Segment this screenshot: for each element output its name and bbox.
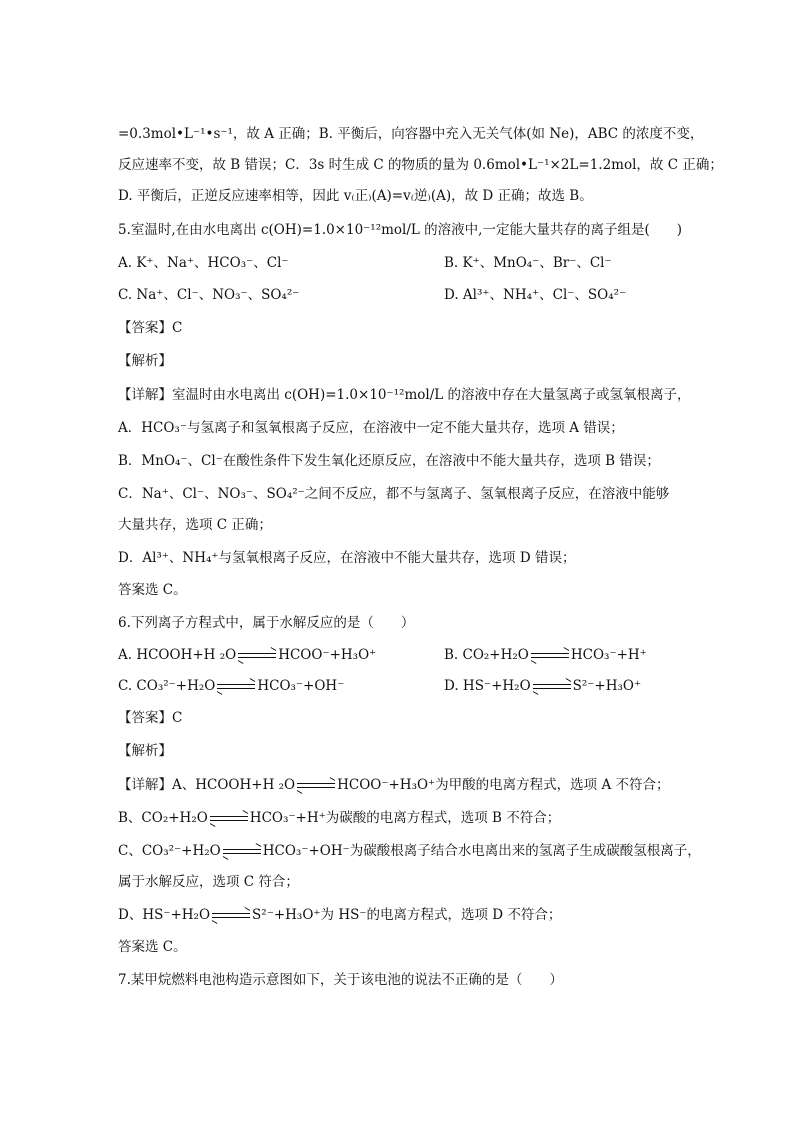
q5-detail-7: 答案选 C。	[118, 582, 187, 598]
q6-option-b-left: B. CO₂+H₂O	[444, 647, 529, 663]
q6-detail-c-left: C、CO₃²⁻+H₂O	[118, 843, 221, 859]
q6-detail-b-left: B、CO₂+H₂O	[118, 810, 208, 826]
q5-detail-6: D．Al³⁺、NH₄⁺与氢氧根离子反应，在溶液中不能大量共存，选项 D 错误；	[118, 550, 576, 566]
q6-option-a	[118, 645, 376, 665]
q5-option-a: A. K⁺、Na⁺、HCO₃⁻、Cl⁻	[118, 255, 289, 271]
q6-detail-a-right: HCOO⁻+H₃O⁺为甲酸的电离方程式，选项 A 不符合；	[337, 777, 670, 793]
q6-option-d	[444, 676, 641, 696]
q6-detail-final: 答案选 C。	[118, 939, 187, 955]
q5-analysis-label: 【解析】	[118, 353, 172, 369]
q6-detail-c	[118, 841, 701, 861]
q6-option-d-right: S²⁻+H₃O⁺	[572, 678, 642, 694]
q6-detail-a	[118, 775, 670, 795]
q5-option-b: B. K⁺、MnO₄⁻、Br⁻、Cl⁻	[444, 255, 612, 271]
q5-detail-5: 大量共存，选项 C 正确；	[118, 517, 272, 533]
q5-answer: 【答案】C	[118, 320, 183, 336]
question-6-stem: 6.下列离子方程式中，属于水解反应的是（ ）	[118, 615, 415, 631]
text-line-3: D. 平衡后，正逆反应速率相等，因此 v₍正₎(A)=v₍逆₎(A)，故 D 正确；故选 B。	[118, 188, 593, 204]
q6-detail-d-left: D、HS⁻+H₂O	[118, 907, 211, 923]
q6-detail-a-left: 【详解】A、HCOOH+H ₂O	[118, 777, 296, 793]
q5-detail-2: A．HCO₃⁻与氢离子和氢氧根离子反应，在溶液中一定不能大量共存，选项 A 错误；	[118, 420, 624, 436]
equilibrium-arrow-icon	[212, 911, 250, 921]
equilibrium-arrow-icon	[531, 651, 569, 661]
equilibrium-arrow-icon	[238, 651, 276, 661]
equilibrium-arrow-icon	[210, 814, 248, 824]
q5-detail-1: 【详解】室温时由水电离出 c(OH)=1.0×10⁻¹²mol/L 的溶液中存在大量氢离子或氢氧根离子，	[118, 387, 691, 403]
question-5-stem: 5.室温时,在由水电离出 c(OH)=1.0×10⁻¹²mol/L 的溶液中,一定能大量共存的离子组是( )	[118, 222, 682, 238]
q6-option-a-left: A. HCOOH+H ₂O	[118, 647, 237, 663]
equilibrium-arrow-icon	[533, 682, 571, 692]
q6-detail-c-continued: 属于水解反应，选项 C 符合；	[118, 874, 299, 890]
q6-detail-d	[118, 905, 561, 925]
q6-option-b	[444, 645, 647, 665]
q6-answer: 【答案】C	[118, 710, 183, 726]
equilibrium-arrow-icon	[223, 847, 261, 857]
q6-option-c-left: C. CO₃²⁻+H₂O	[118, 678, 216, 694]
q6-option-b-right: HCO₃⁻+H⁺	[570, 647, 647, 663]
equilibrium-arrow-icon	[217, 682, 255, 692]
q5-option-c: C. Na⁺、Cl⁻、NO₃⁻、SO₄²⁻	[118, 287, 300, 303]
q5-detail-4: C．Na⁺、Cl⁻、NO₃⁻、SO₄²⁻之间不反应，都不与氢离子、氢氧根离子反应，在溶液中能够	[118, 486, 670, 502]
q6-option-d-left: D. HS⁻+H₂O	[444, 678, 531, 694]
q5-option-d: D. Al³⁺、NH₄⁺、Cl⁻、SO₄²⁻	[444, 287, 627, 303]
question-7-stem: 7.某甲烷燃料电池构造示意图如下，关于该电池的说法不正确的是（ ）	[118, 972, 563, 988]
q6-detail-d-right: S²⁻+H₃O⁺为 HS⁻的电离方程式，选项 D 不符合；	[252, 907, 562, 923]
q6-option-a-right: HCOO⁻+H₃O⁺	[278, 647, 377, 663]
q6-option-c-right: HCO₃⁻+OH⁻	[257, 678, 345, 694]
q6-detail-b-right: HCO₃⁻+H⁺为碳酸的电离方程式，选项 B 不符合；	[249, 810, 561, 826]
q6-detail-c-right: HCO₃⁻+OH⁻为碳酸根离子结合水电离出来的氢离子生成碳酸氢根离子，	[262, 843, 701, 859]
text-line-1: =0.3mol•L⁻¹•s⁻¹，故 A 正确；B. 平衡后，向容器中充入无关气体(如 Ne)，ABC 的浓度不变，	[118, 126, 704, 142]
q6-option-c	[118, 676, 344, 696]
equilibrium-arrow-icon	[297, 781, 335, 791]
q6-analysis-label: 【解析】	[118, 743, 172, 759]
text-line-2: 反应速率不变，故 B 错误；C．3s 时生成 C 的物质的量为 0.6mol•L⁻¹×2L=1.2mol，故 C 正确；	[118, 157, 723, 173]
q5-detail-3: B．MnO₄⁻、Cl⁻在酸性条件下发生氧化还原反应，在溶液中不能大量共存，选项 B 错误；	[118, 453, 660, 469]
q6-detail-b	[118, 808, 560, 828]
